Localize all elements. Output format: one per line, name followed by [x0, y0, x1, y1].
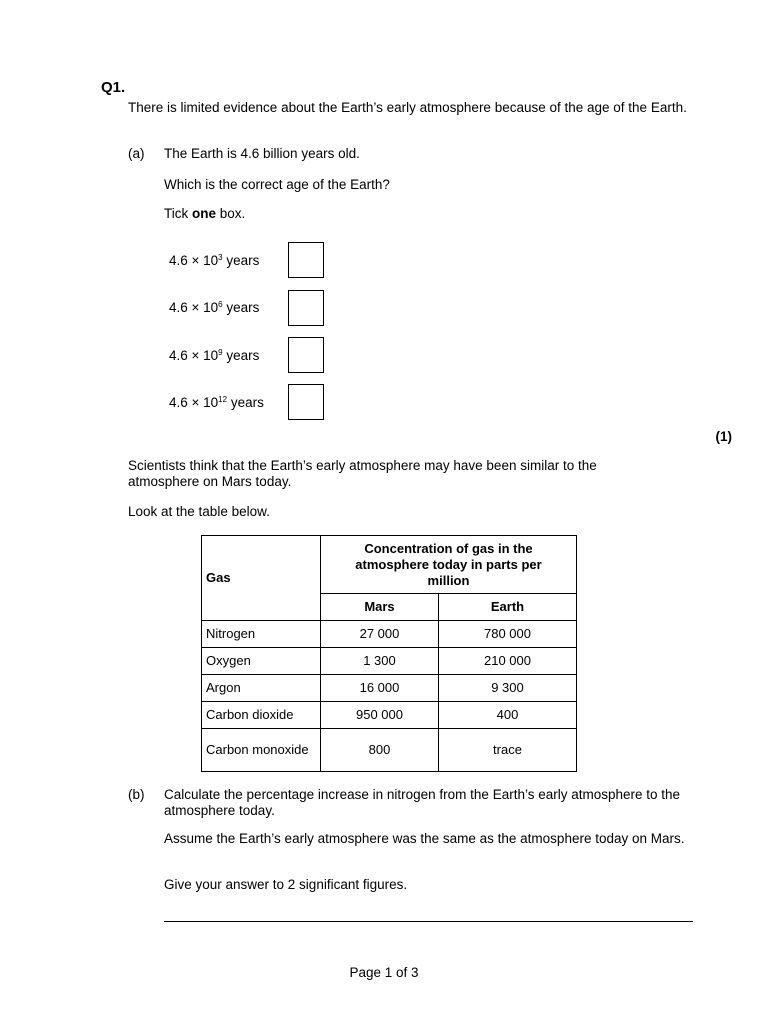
option-exponent: 3	[218, 253, 223, 262]
gas-cell: Nitrogen	[202, 621, 321, 648]
table-row	[202, 648, 577, 675]
option-base: 4.6 × 10	[169, 348, 219, 363]
part-b-label: (b)	[128, 787, 145, 802]
gas-cell: Carbon dioxide	[202, 702, 321, 729]
tick-instruction-bold: one	[192, 206, 217, 221]
mars-cell: 1 300	[321, 648, 439, 675]
option-exponent: 12	[218, 395, 228, 404]
option-unit: years	[222, 348, 260, 363]
part-b-assumption: Assume the Earth’s early atmosphere was the same as the atmosphere today on Mars.	[164, 831, 685, 846]
option-unit: years	[222, 253, 260, 268]
mars-cell: 27 000	[321, 621, 439, 648]
mars-cell: 800	[321, 729, 439, 772]
table-row	[202, 729, 577, 772]
mars-cell: 16 000	[321, 675, 439, 702]
tick-box-2[interactable]	[288, 290, 324, 326]
earth-cell: 400	[439, 702, 577, 729]
tick-instruction-pre: Tick	[164, 206, 192, 221]
gas-header: Gas	[202, 536, 321, 621]
option-exponent: 9	[218, 348, 223, 357]
gas-cell: Argon	[202, 675, 321, 702]
earth-cell: 9 300	[439, 675, 577, 702]
earth-header: Earth	[439, 594, 577, 621]
look-instruction: Look at the table below.	[128, 504, 270, 519]
question-number: Q1.	[101, 79, 126, 96]
part-a-statement: The Earth is 4.6 billion years old.	[164, 146, 360, 161]
option-label-4	[169, 395, 264, 410]
tick-box-3[interactable]	[288, 337, 324, 373]
part-a-prompt: Which is the correct age of the Earth?	[164, 177, 390, 192]
tick-instruction-post: box.	[216, 206, 246, 221]
option-label-2	[169, 300, 259, 315]
marks-allocation: (1)	[715, 429, 732, 444]
answer-line[interactable]	[164, 921, 693, 922]
option-base: 4.6 × 10	[169, 300, 219, 315]
gas-table	[201, 535, 577, 772]
option-base: 4.6 × 10	[169, 395, 219, 410]
option-unit: years	[222, 300, 260, 315]
gas-cell: Oxygen	[202, 648, 321, 675]
table-row	[202, 621, 577, 648]
concentration-header: Concentration of gas in the atmosphere today in parts per million	[321, 536, 577, 594]
part-b-sigfig: Give your answer to 2 significant figures.	[164, 877, 408, 892]
gas-cell: Carbon monoxide	[202, 729, 321, 772]
earth-cell: 780 000	[439, 621, 577, 648]
table-row	[202, 675, 577, 702]
context-text: Scientists think that the Earth’s early atmosphere may have been similar to the atmosphere on Mars today.	[128, 458, 597, 489]
option-label-1	[169, 253, 259, 268]
earth-cell: 210 000	[439, 648, 577, 675]
mars-cell: 950 000	[321, 702, 439, 729]
tick-box-4[interactable]	[288, 384, 324, 420]
earth-cell: trace	[439, 729, 577, 772]
tick-instruction	[164, 206, 245, 221]
option-exponent: 6	[218, 300, 223, 309]
mars-header: Mars	[321, 594, 439, 621]
question-intro: There is limited evidence about the Earth’s early atmosphere because of the age of the Earth.	[128, 100, 687, 115]
option-unit: years	[227, 395, 264, 410]
tick-box-1[interactable]	[288, 242, 324, 278]
option-label-3	[169, 348, 259, 363]
option-base: 4.6 × 10	[169, 253, 219, 268]
part-a-label: (a)	[128, 146, 145, 161]
table-row	[202, 702, 577, 729]
page-footer: Page 1 of 3	[349, 965, 419, 980]
part-b-task: Calculate the percentage increase in nitrogen from the Earth’s early atmosphere to the atmosphere today.	[164, 787, 681, 818]
